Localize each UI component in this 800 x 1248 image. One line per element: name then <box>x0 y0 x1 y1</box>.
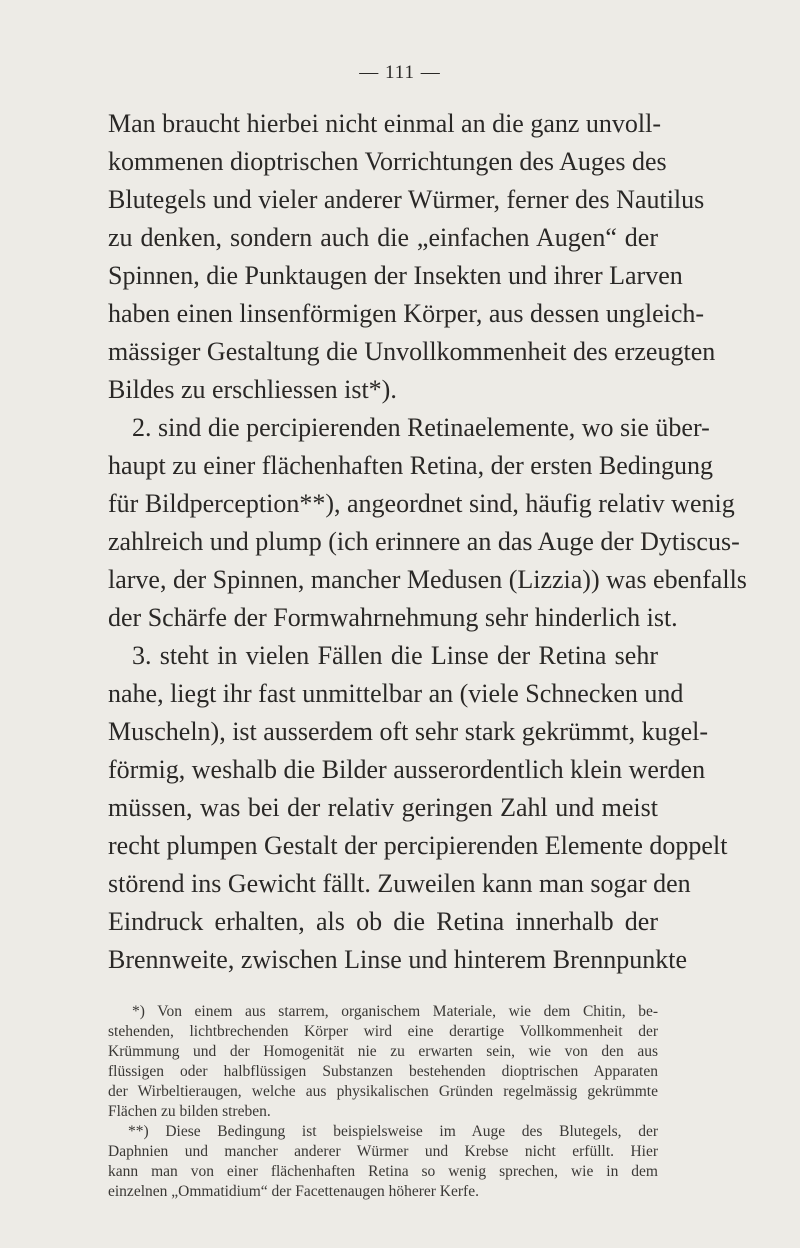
footnote-line: Flächen zu bilden streben. <box>108 1103 271 1120</box>
body-line: Spinnen, die Punktaugen der Insekten und ihrer Larven <box>108 261 683 290</box>
body-line: der Schärfe der Formwahrnehmung sehr hinderlich ist. <box>108 603 678 632</box>
body-line: Blutegels und vieler anderer Würmer, ferner des Nautilus <box>108 185 705 214</box>
body-line: Eindruck erhalten, als ob die Retina innerhalb der <box>108 907 658 936</box>
body-line: nahe, liegt ihr fast unmittelbar an (viele Schnecken und <box>108 679 684 708</box>
footnote-line: *) Von einem aus starrem, organischem Materiale, wie dem Chitin, be- <box>132 1003 658 1020</box>
footnote-line: flüssigen oder halbflüssigen Substanzen bestehenden dioptrischen Apparaten <box>108 1063 658 1080</box>
body-line: müssen, was bei der relativ geringen Zahl und meist <box>108 793 658 822</box>
body-line: Bildes zu erschliessen ist*). <box>108 375 397 404</box>
body-line: förmig, weshalb die Bilder ausserordentlich klein werden <box>108 755 706 784</box>
body-line: mässiger Gestaltung die Unvollkommenheit des erzeugten <box>108 337 716 366</box>
footnote-line: stehenden, lichtbrechenden Körper wird eine derartige Vollkommenheit der <box>108 1023 658 1040</box>
body-line: störend ins Gewicht fällt. Zuweilen kann man sogar den <box>108 869 691 898</box>
footnote-line: Krümmung und der Homogenität nie zu erwarten sein, wie von den aus <box>108 1043 658 1060</box>
footnote-line: der Wirbeltieraugen, welche aus physikalischen Gründen regelmässig gekrümmte <box>108 1083 658 1100</box>
body-line: 2. sind die percipierenden Retinaelemente, wo sie über- <box>132 413 710 442</box>
body-line: Man braucht hierbei nicht einmal an die ganz unvoll- <box>108 109 662 138</box>
body-line: zahlreich und plump (ich erinnere an das Auge der Dytiscus- <box>108 527 740 556</box>
body-line: haupt zu einer flächenhaften Retina, der ersten Bedingung <box>108 451 713 480</box>
footnote-line: **) Diese Bedingung ist beispielsweise im Auge des Blutegels, der <box>128 1123 658 1140</box>
body-line: zu denken, sondern auch die „einfachen Augen“ der <box>108 223 658 252</box>
body-line: recht plumpen Gestalt der percipierenden Elemente doppelt <box>108 831 728 860</box>
body-line: für Bildperception**), angeordnet sind, häufig relativ wenig <box>108 489 735 518</box>
footnote-line: einzelnen „Ommatidium“ der Facettenaugen höherer Kerfe. <box>108 1183 479 1200</box>
body-line: Muscheln), ist ausserdem oft sehr stark gekrümmt, kugel- <box>108 717 709 746</box>
body-line: haben einen linsenförmigen Körper, aus dessen ungleich- <box>108 299 705 328</box>
body-line: kommenen dioptrischen Vorrichtungen des Auges des <box>108 147 667 176</box>
footnote-line: kann man von einer flächenhaften Retina so wenig sprechen, wie in dem <box>108 1163 658 1180</box>
body-line: larve, der Spinnen, mancher Medusen (Lizzia)) was ebenfalls <box>108 565 747 594</box>
footnote-line: Daphnien und mancher anderer Würmer und Krebse nicht erfüllt. Hier <box>108 1143 658 1160</box>
page-number: — 111 — <box>359 62 441 83</box>
body-line: 3. steht in vielen Fällen die Linse der Retina sehr <box>132 641 658 670</box>
body-line: Brennweite, zwischen Linse und hinterem Brennpunkte <box>108 945 688 974</box>
